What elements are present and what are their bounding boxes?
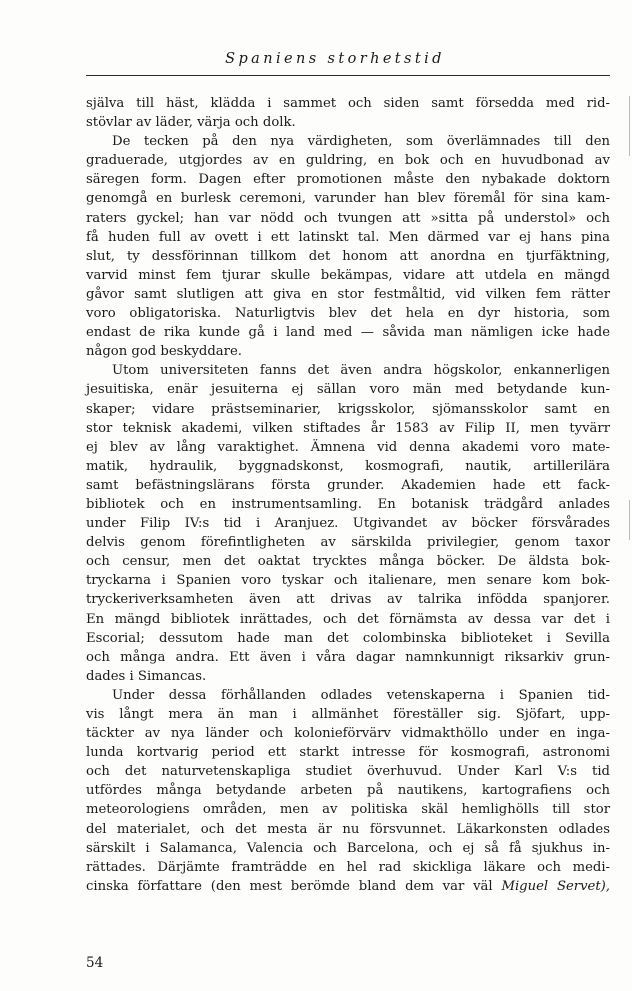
text-line: Under dessa förhållanden odlades vetenskaperna i Spanien tid- (112, 687, 610, 703)
text-line: rättades. Därjämte framträdde en hel rad skickliga läkare och medi- (86, 859, 610, 875)
page-number: 54 (86, 955, 104, 971)
text-line: En mängd bibliotek inrättades, och det förnämsta av dessa var det i (86, 611, 610, 627)
text-line: endast de rika kunde gå i land med — såvida man nämligen icke hade (86, 325, 610, 341)
text-line: få huden full av ovett i ett latinskt tal. Men därmed var ej hans pina (86, 229, 610, 245)
body-text (86, 94, 610, 896)
text-line: Utom universiteten fanns det även andra högskolor, enkannerligen (112, 363, 610, 379)
text-line: ej blev av lång varaktighet. Ämnena vid denna akademi voro mate- (86, 439, 610, 455)
text-line: någon god beskyddare. (86, 344, 242, 360)
text-line: slut, ty dessförinnan tillkom det honom att anordna en tjurfäktning, (86, 248, 610, 264)
text-line: meteorologiens områden, men av politiska skäl hemlighölls till stor (86, 802, 610, 818)
final-line-text: cinska författare (den mest berömde bland dem var väl (86, 878, 502, 894)
text-line: och det naturvetenskapliga studiet överhuvud. Under Karl V:s tid (86, 764, 610, 780)
text-line: täckter av nya länder och kolonieförvärv vidmakthöllo under en inga- (86, 726, 610, 742)
text-line: varvid minst fem tjurar skulle bekämpas, vidare att utdela en mängd (86, 267, 610, 283)
text-line: lunda kortvarig period ett starkt intresse för kosmografi, astronomi (86, 745, 610, 761)
text-line: Escorial; dessutom hade man det colombinska biblioteket i Sevilla (86, 630, 610, 646)
text-line: stor teknisk akademi, vilken stiftades år 1583 av Filip II, men tyvärr (86, 420, 610, 436)
running-head-container (60, 48, 610, 67)
text-line: själva till häst, klädda i sammet och siden samt försedda med rid- (86, 96, 610, 111)
text-line: och censur, men det oaktat trycktes många böcker. De äldsta bok- (86, 554, 610, 570)
text-line: genomgå en burlesk ceremoni, varunder han blev föremål för sina kam- (86, 191, 610, 207)
text-line: De tecken på den nya värdigheten, som överlämnades till den (112, 134, 610, 150)
text-line: skaper; vidare prästseminarier, krigsskolor, sjömansskolor samt en (86, 401, 610, 417)
text-line: under Filip IV:s tid i Aranjuez. Utgivandet av böcker försvårades (86, 516, 610, 532)
text-line: samt befästningslärans första grunder. Akademien hade ett fack- (86, 477, 610, 493)
scan-edge-mark (629, 500, 630, 540)
text-line: bibliotek och en instrumentsamling. En botanisk trädgård anlades (86, 496, 610, 512)
text-line: matik, hydraulik, byggnadskonst, kosmografi, nautik, artillerilära (86, 458, 610, 474)
final-line-italic-name: Miguel Servet), (501, 878, 610, 894)
text-line: säregen form. Dagen efter promotionen måste den nybakade doktorn (86, 172, 610, 188)
text-line-final (86, 877, 610, 896)
text-line: voro obligatoriska. Naturligtvis blev det hela en dyr historia, som (86, 306, 610, 322)
text-line: graduerade, utgjordes av en guldring, en bok och en huvudbonad av (86, 153, 610, 169)
text-line: stövlar av läder, värja och dolk. (86, 115, 296, 131)
running-head: Spaniens storhetstid (225, 51, 445, 67)
text-line: jesuitiska, enär jesuiterna ej sällan voro män med betydande kun- (86, 382, 610, 398)
text-line: gåvor samt slutligen att giva en stor festmåltid, vid vilken fem rätter (86, 286, 610, 302)
text-line: tryckarna i Spanien voro tyskar och italienare, men senare kom bok- (86, 573, 610, 589)
scan-edge-mark (629, 96, 630, 156)
text-line: dades i Simancas. (86, 668, 207, 684)
text-line: tryckeriverksamheten även att drivas av talrika infödda spanjorer. (86, 592, 610, 608)
header-rule (86, 75, 610, 76)
text-line: vis långt mera än man i allmänhet föreställer sig. Sjöfart, upp- (86, 707, 610, 722)
text-line: utfördes många betydande arbeten på nautikens, kartografiens och (86, 783, 610, 799)
text-line: del materialet, och det mesta är nu försvunnet. Läkarkonsten odlades (86, 821, 610, 837)
text-line: raters gyckel; han var nödd och tvungen att »sitta på understol» och (86, 210, 610, 226)
text-line: och många andra. Ett även i våra dagar namnkunnigt riksarkiv grun- (86, 649, 610, 665)
text-line: särskilt i Salamanca, Valencia och Barcelona, och ej så få sjukhus in- (86, 840, 610, 856)
text-line: delvis genom förefintligheten av särskilda privilegier, genom taxor (86, 535, 610, 551)
